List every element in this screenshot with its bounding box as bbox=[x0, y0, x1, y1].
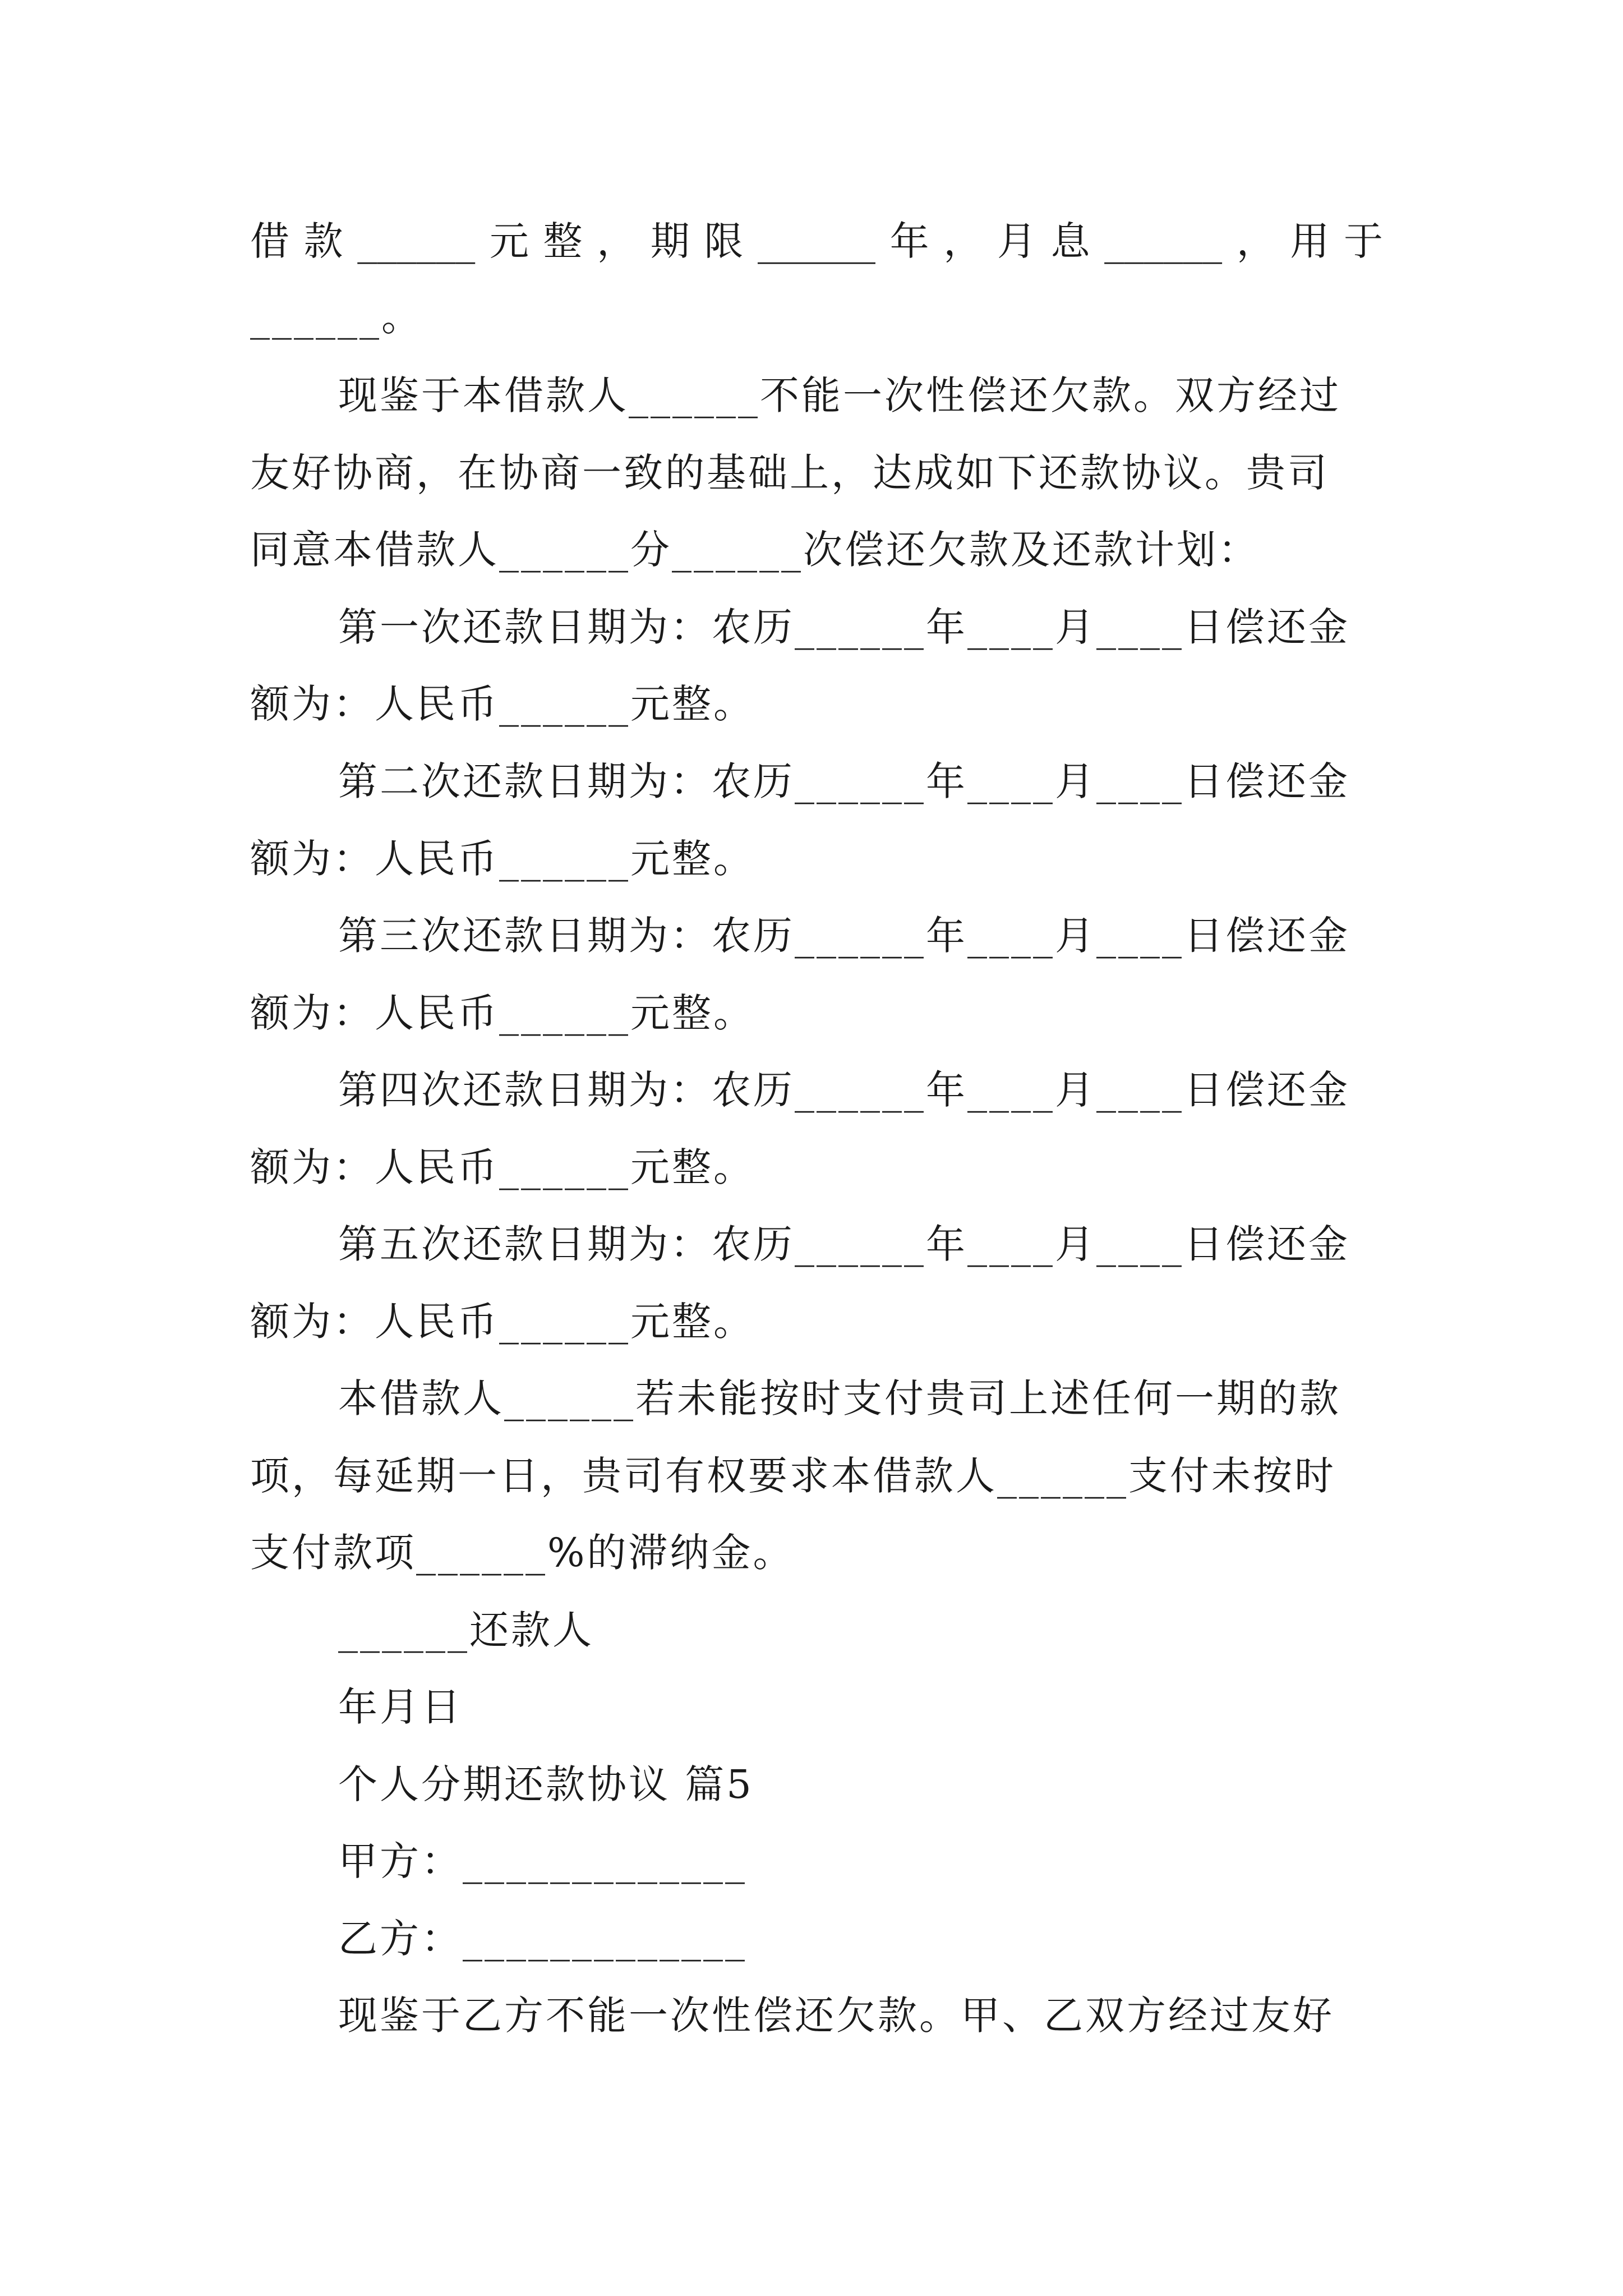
text-line-2: ______。 bbox=[250, 294, 423, 340]
text-line-17: 项，每延期一日，贵司有权要求本借款人______支付未按时 bbox=[250, 1453, 1336, 1499]
text-line-15: 额为：人民币______元整。 bbox=[250, 1299, 755, 1345]
text-line-1: 借 款 ______ 元 整 ， 期 限 ______ 年 ， 月 息 ______ ， 用 于 bbox=[250, 218, 1383, 264]
text-line-23: 乙方：_____________ bbox=[338, 1916, 747, 1962]
text-line-20: 年月日 bbox=[338, 1684, 463, 1730]
text-line-3: 现鉴于本借款人______不能一次性偿还欠款。双方经过 bbox=[338, 372, 1341, 418]
text-line-16: 本借款人______若未能按时支付贵司上述任何一期的款 bbox=[338, 1375, 1341, 1421]
text-line-21: 个人分期还款协议 篇5 bbox=[338, 1761, 754, 1807]
text-line-9: 额为：人民币______元整。 bbox=[250, 836, 755, 882]
text-line-24: 现鉴于乙方不能一次性偿还欠款。甲、乙双方经过友好 bbox=[338, 1993, 1334, 2039]
text-line-8: 第二次还款日期为：农历______年____月____日偿还金 bbox=[338, 758, 1350, 804]
text-line-22: 甲方：_____________ bbox=[338, 1838, 747, 1884]
text-line-7: 额为：人民币______元整。 bbox=[250, 681, 755, 727]
text-line-19: ______还款人 bbox=[338, 1607, 594, 1653]
text-line-4: 友好协商，在协商一致的基础上，达成如下还款协议。贵司 bbox=[250, 450, 1329, 496]
text-line-5: 同意本借款人______分______次偿还欠款及还款计划： bbox=[250, 527, 1260, 573]
text-line-12: 第四次还款日期为：农历______年____月____日偿还金 bbox=[338, 1067, 1350, 1113]
text-line-6: 第一次还款日期为：农历______年____月____日偿还金 bbox=[338, 604, 1350, 650]
text-line-11: 额为：人民币______元整。 bbox=[250, 990, 755, 1036]
text-line-13: 额为：人民币______元整。 bbox=[250, 1144, 755, 1190]
text-line-10: 第三次还款日期为：农历______年____月____日偿还金 bbox=[338, 913, 1350, 959]
text-line-18: 支付款项______%的滞纳金。 bbox=[250, 1530, 795, 1576]
text-line-14: 第五次还款日期为：农历______年____月____日偿还金 bbox=[338, 1221, 1350, 1267]
